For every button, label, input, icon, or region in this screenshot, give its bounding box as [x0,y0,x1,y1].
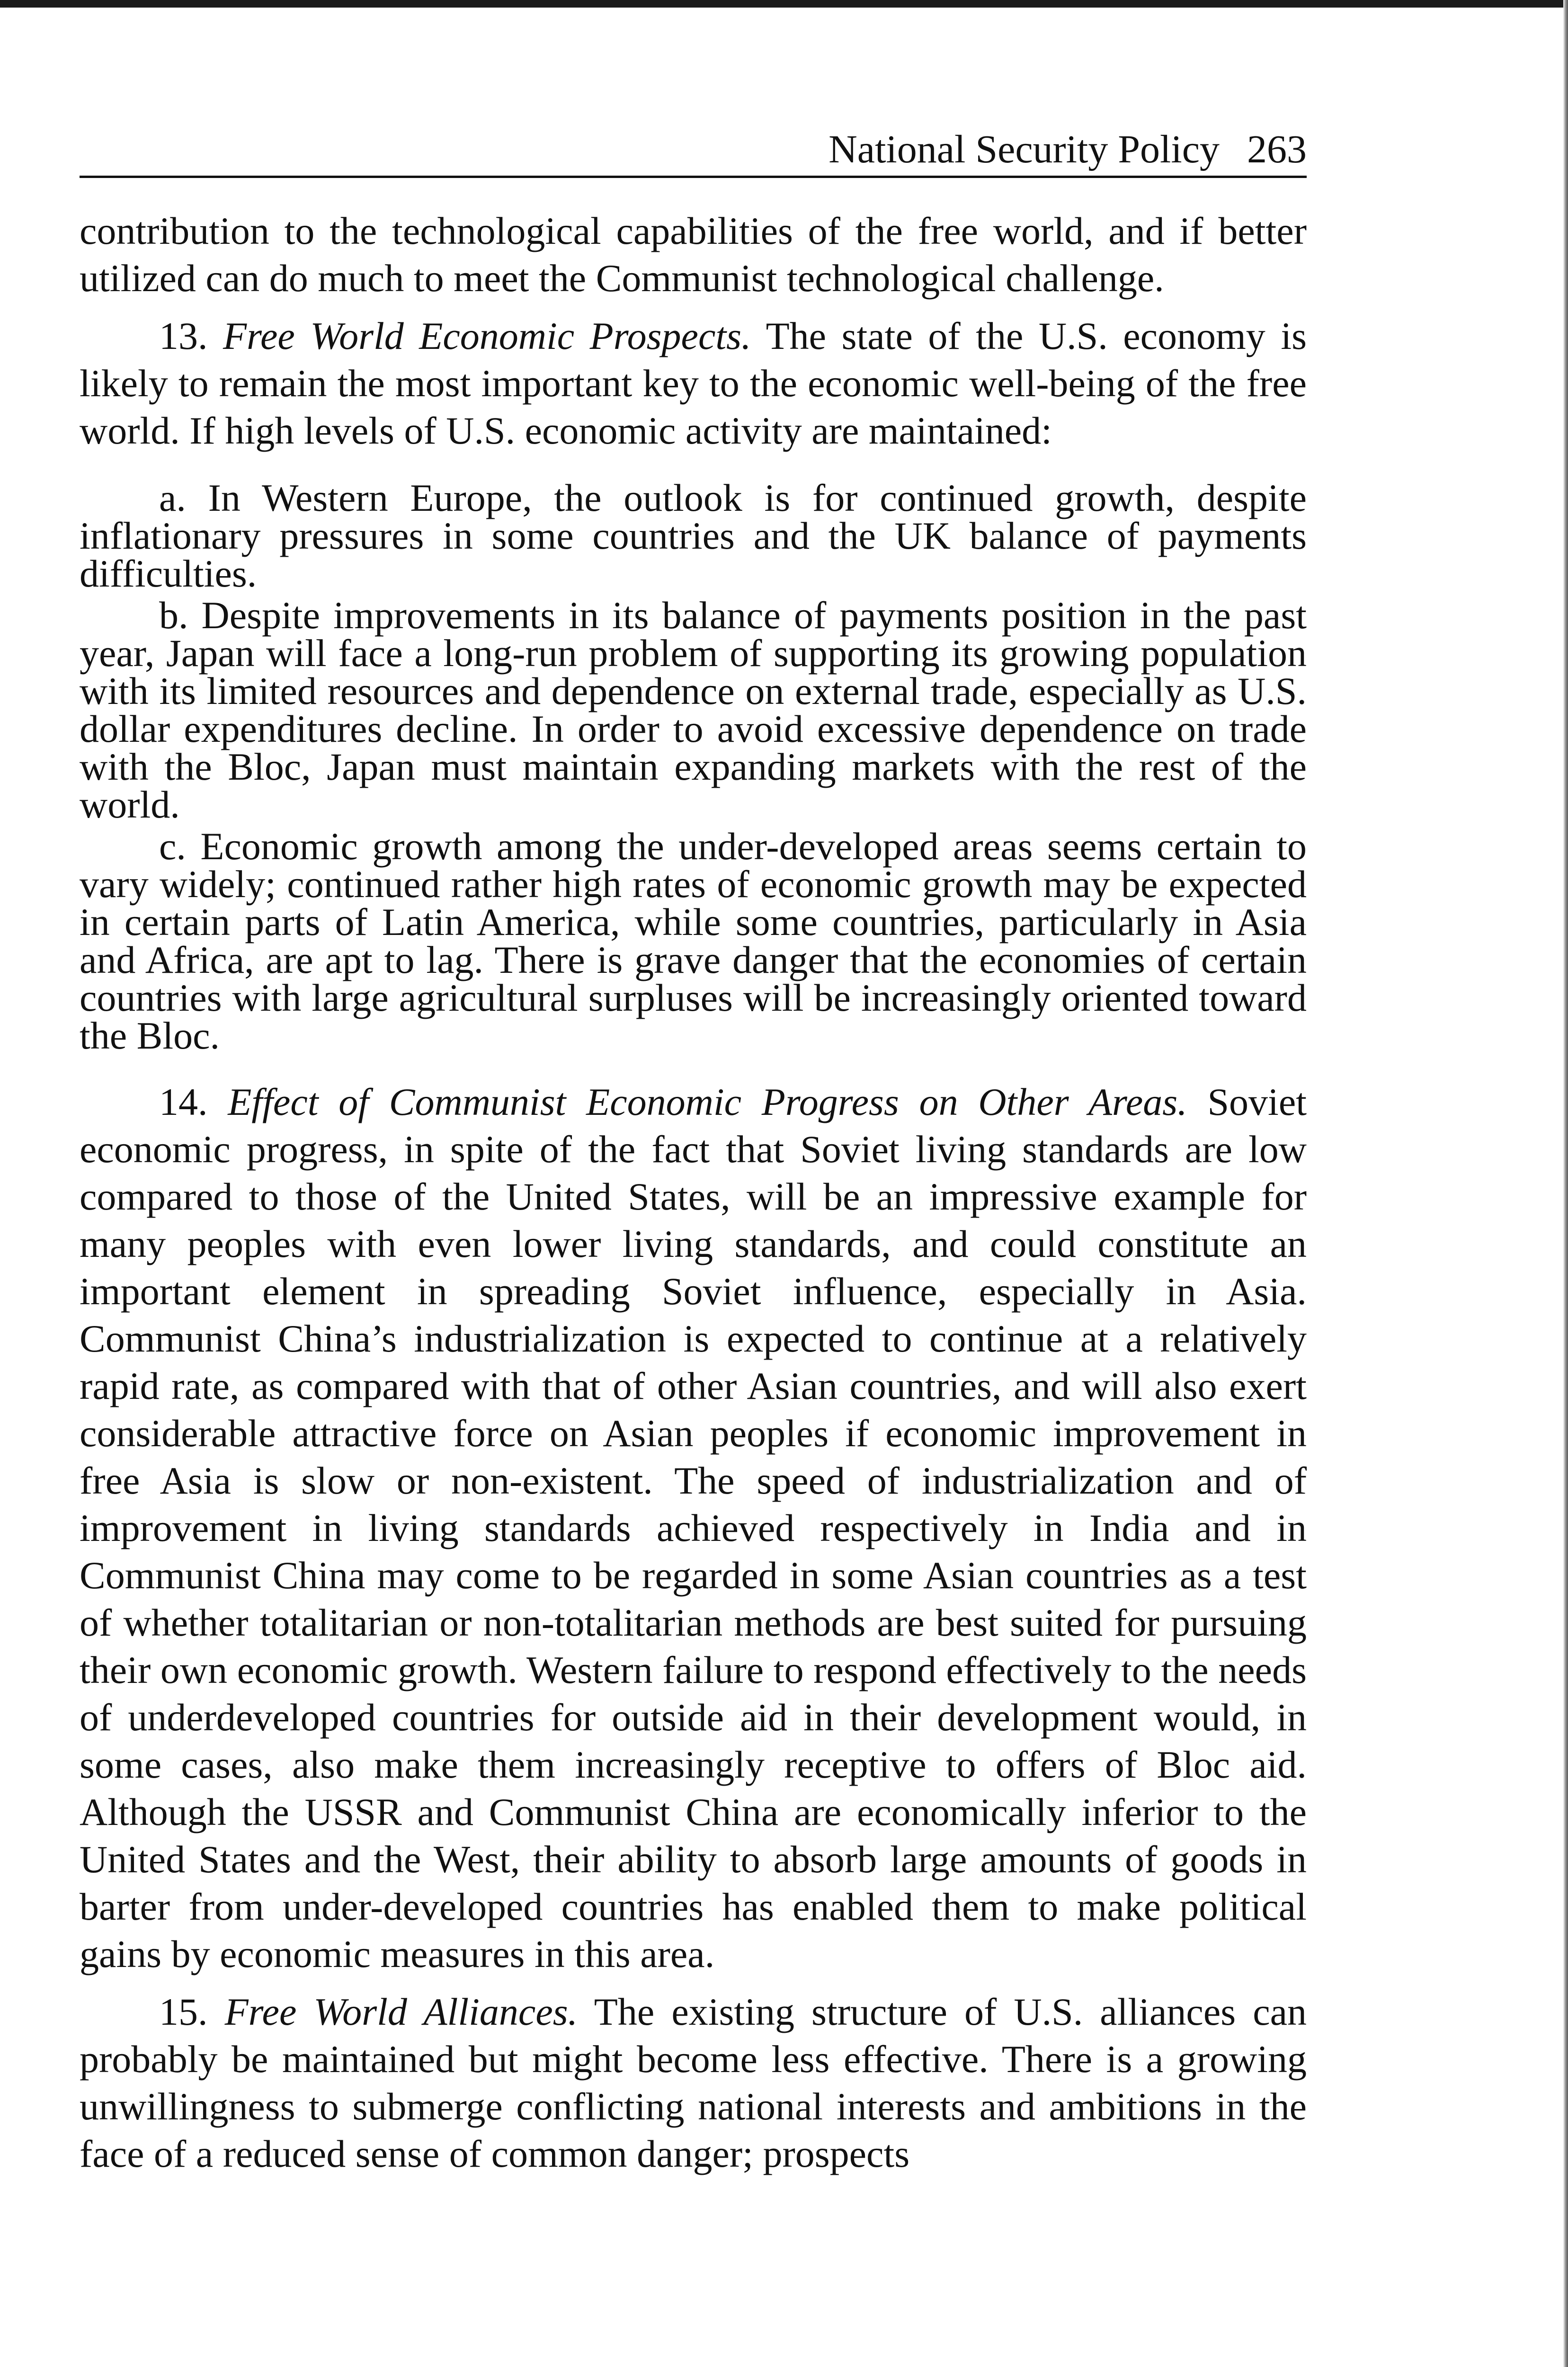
continuation-paragraph: contribution to the technological capabilities of the free world, and if better utilized can do much to meet the Communist technological challenge. [80,209,1307,300]
book-page [80,127,1307,2178]
paragraph-13-heading: Free World Economic Prospects. [223,314,751,357]
sub-item-c-text: Economic growth among the under-developed areas seems certain to vary widely; continued rather high rates of economic growth may be expected in certain parts of Latin America, while some countries, particularly in Asia and Africa, are apt to lag. There is grave danger that the economies of certain countries with large agricultural surpluses will be increasingly oriented toward the Bloc. [80,824,1307,1057]
paragraph-15-number: 15. [159,1990,208,2033]
paragraph-14 [80,1078,1307,1978]
sub-item-a-text: In Western Europe, the outlook is for continued growth, despite inflationary pressures in some countries and the UK balance of payments difficulties. [80,476,1307,595]
body-text [80,207,1307,454]
paragraph-15-text: The existing structure of U.S. alliances can probably be maintained but might become less effective. There is a growing unwillingness to submerge conflicting national interests and ambitions in the face of a reduced sense of common danger; prospects [80,1990,1307,2175]
sub-item-c-label: c. [159,824,186,868]
paragraph-13-number: 13. [159,314,208,357]
sub-item-list [80,476,1307,1057]
page-number: 263 [1247,127,1307,171]
running-head [80,127,1307,178]
paragraph-15-heading: Free World Alliances. [224,1990,578,2033]
sub-item-b-text: Despite improvements in its balance of payments position in the past year, Japan will face a long-run problem of supporting its growing population with its limited resources and dependence on external trade, especially as U.S. dollar expenditures decline. In order to avoid excessive dependence on trade with the Bloc, Japan must maintain expanding markets with the rest of the world. [80,593,1307,826]
paragraph-14-number: 14. [159,1080,208,1123]
body-text-continued [80,1078,1307,2178]
sub-item-c [80,824,1307,1057]
running-title: National Security Policy [829,127,1220,171]
sub-item-b [80,593,1307,826]
scan-right-edge [1563,0,1568,2367]
scan-top-edge [0,0,1568,8]
sub-item-a-label: a. [159,476,186,519]
paragraph-14-text: Soviet economic progress, in spite of the fact that Soviet living standards are low compared to those of the United States, will be an impressive example for many peoples with even lower living standards, and could constitute an important element in spreading Soviet influence, especially in Asia. Communist China’s industrialization is expected to continue at a relatively rapid rate, as compared with that of other Asian countries, and will also exert considerable attractive force on Asian peoples if economic improvement in free Asia is slow or non-existent. The speed of industrialization and of improvement in living standards achieved respectively in India and in Communist China may come to be regarded in some Asian countries as a test of whether totalitarian or non-totalitarian methods are best suited for pursuing their own economic growth. Western failure to respond effectively to the needs of underdeveloped countries for outside aid in their development would, in some cases, also make them increasingly receptive to offers of Bloc aid. Although the USSR and Communist China are economically inferior to the United States and the West, their ability to absorb large amounts of goods in barter from under-developed countries has enabled them to make political gains by economic measures in this area. [80,1080,1307,1975]
sub-item-a [80,476,1307,595]
paragraph-15 [80,1988,1307,2178]
paragraph-13-text: The state of the U.S. economy is likely to remain the most important key to the economic well-being of the free world. If high levels of U.S. economic activity are maintained: [80,314,1307,452]
sub-item-b-label: b. [159,593,188,637]
paragraph-13 [80,312,1307,454]
paragraph-14-heading: Effect of Communist Economic Progress on Other Areas. [228,1080,1187,1123]
